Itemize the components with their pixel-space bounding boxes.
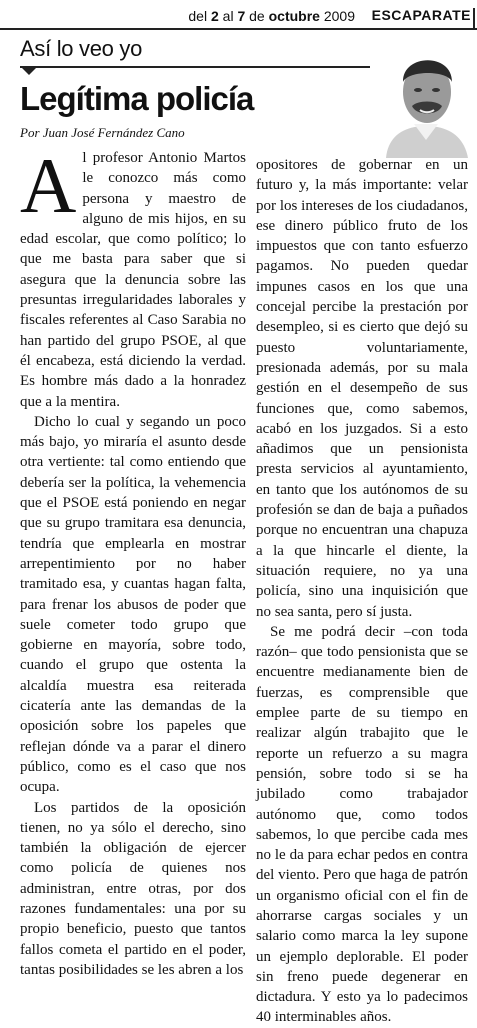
- paragraph: Los partidos de la oposición tienen, no ya sólo el derecho, sino también la obligación de ejercer como policía de quienes nos administran, entre otras, por dos razones fundamentales: una por su propio beneficio, puesto que tantos fallos cometa el partido en el poder, tantas posibilidades se les abren a los: [20, 799, 246, 978]
- paragraph: Al profesor Antonio Martos le conozco más como persona y maestro de alguno de mis hijos, en su edad escolar, que como político; lo que me basta para saber que si asegura que la denuncia sobre las presuntas irregularidades laborales y fiscales referentes al Caso Sarabia no han partido del grupo PSOE, al que él encabeza, está diciendo la verdad. Es hombre más dado a la honradez que a la mentira.: [20, 142, 246, 410]
- kicker-rule: [20, 66, 370, 68]
- byline: Por Juan José Fernández Cano: [20, 125, 185, 140]
- kicker-arrow-icon: [20, 66, 38, 75]
- article-column-2: [256, 155, 468, 1028]
- article-column-1: [20, 142, 246, 980]
- header-rule: [0, 28, 477, 30]
- headline: Legítima policía: [20, 80, 254, 117]
- section-name: ESCAPARATE: [371, 7, 471, 23]
- paragraph: Se me podrá decir –con toda razón– que todo pensionista que se encuentre medianamente bien de fuerzas, es comprensible que emplee parte de su tiempo en realizar algún trabajito que le reporte un refuerzo a su magra pensión, sobre todo si se ha jubilado como trabajador autónomo que, como todos sabemos, lo que percibe cada mes no le da para echar pedos en contra del viento. Pero que haga de patrón un organismo oficial con el fin de ahorrarse cargas sociales y un salario como marca la ley supone un ejemplo deplorable. El poder sin freno puede degenerar en dictadura. Y esto ya lo padecimos 40 interminables años.: [256, 623, 469, 1026]
- issue-date: del 2 al 7 de octubre 2009: [188, 8, 355, 24]
- paragraph: opositores de gobernar en un futuro y, la más importante: velar por los intereses de los ciudadanos, ese dinero público fruto de los impuestos que con tanto esfuerzo pagamos. No pueden quedar impunes casos en los que una concejal percibe la prestación por desempleo, si es cierto que dejó su puesto voluntariamente, presionada además, por su mala gestión en el desempeño de sus funciones que, como sabemos, acabó en los juzgados. Si a esto añadimos que un pensionista presta servicios al ayuntamiento, en tanto que los autónomos de su profesión se dan de baja a puñados porque no encuentran una chapuza a la que hincarle el diente, la situación requiere, no ya una policía, sino una inquisición que no sea santa, pero sí justa.: [256, 157, 468, 620]
- author-photo: [378, 40, 474, 158]
- page-header: [0, 0, 477, 32]
- paragraph: Dicho lo cual y segando un poco más bajo, yo miraría el asunto desde otra vertiente: tal como entiendo que debería ser la política, la vehemencia que el PSOE está poniendo en negar que su grupo tramitara esa denuncia, tendría que emplearla en mostrar arrepentimiento por no haber tramitado esa, y cuantas hagan falta, para frenar los abusos de poder que suele cometer todo grupo que gobierne en mayoría, sobre todo, cuando el grupo que ostenta la alcaldía muestra esa reiterada cicatería ante las demandas de la oposición sobre los papeles que reflejan dónde va a parar el dinero público, como es el caso que nos ocupa.: [20, 413, 246, 796]
- header-side-rule: [473, 8, 475, 28]
- drop-cap: A: [20, 142, 77, 229]
- column-kicker: Así lo veo yo: [20, 36, 143, 61]
